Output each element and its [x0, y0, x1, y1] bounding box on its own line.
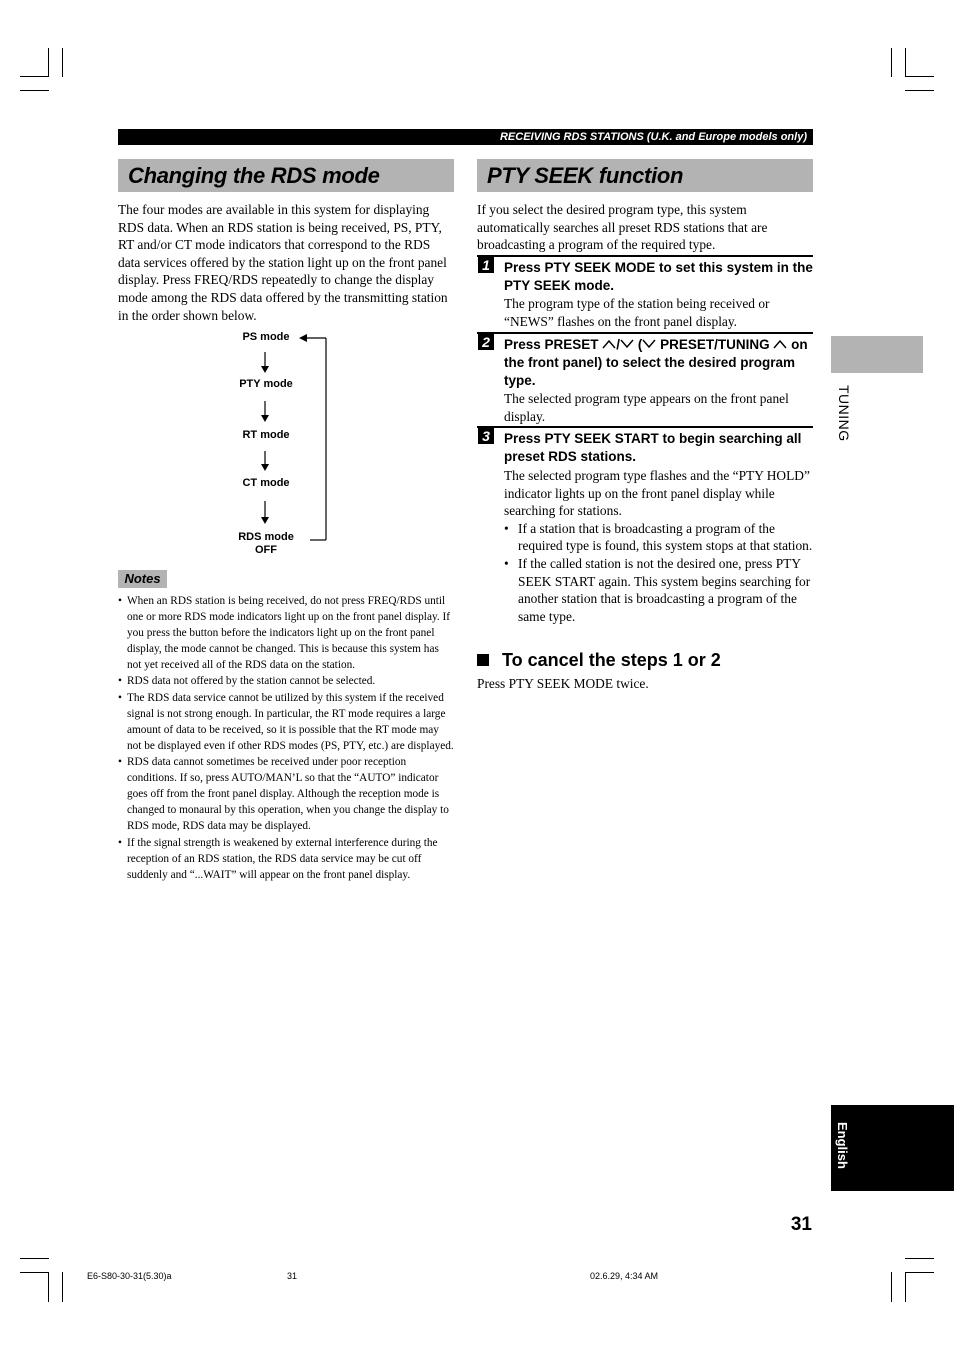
crop-mark	[20, 90, 49, 91]
cancel-text: Press PTY SEEK MODE twice.	[477, 676, 649, 691]
flow-step-rds: RDS mode	[238, 531, 294, 543]
cancel-heading-text: To cancel the steps 1 or 2	[502, 650, 721, 670]
crop-mark	[905, 1272, 934, 1273]
crop-mark	[891, 1272, 892, 1302]
step-divider	[477, 426, 813, 428]
footer-page: 31	[287, 1271, 298, 1281]
crop-mark	[20, 1272, 49, 1273]
crop-mark	[891, 48, 892, 77]
bullet-item: • If the called station is not the desired one, press PTY SEEK START again. This system begins searching for another station that is broadcasting a program of the same type.	[504, 555, 814, 625]
language-label: English	[835, 1122, 850, 1169]
cancel-heading	[477, 649, 813, 671]
note-item: • If the signal strength is weakened by external interference during the reception of an RDS station, the RDS data service may be cut off suddenly and “...WAIT” will appear on the front panel display.	[118, 835, 455, 883]
crop-mark	[62, 1272, 63, 1302]
step-divider	[477, 255, 813, 257]
square-bullet-icon	[477, 654, 489, 666]
section-title-rds-mode: Changing the RDS mode	[118, 159, 454, 192]
crop-mark	[20, 76, 49, 77]
up-chevron-icon	[602, 339, 616, 349]
crop-mark	[905, 90, 934, 91]
crop-mark	[48, 48, 49, 77]
crop-mark	[20, 1258, 49, 1259]
step-2-title-part: Press PRESET	[504, 337, 603, 352]
footer-file: E6-S80-30-31(5.30)a	[87, 1271, 172, 1281]
bullet-item: • If a station that is broadcasting a program of the required type is found, this system stops at that station.	[504, 520, 814, 555]
step-1-desc: The program type of the station being received or “NEWS” flashes on the front panel display.	[504, 296, 770, 329]
up-chevron-icon	[773, 339, 787, 349]
flow-step-ct: CT mode	[242, 477, 290, 489]
note-item: • RDS data cannot sometimes be received under poor reception conditions. If so, press AUTO/MAN’L so that the “AUTO” indicator goes off from the front panel display. Although the reception mode is changed to monaural by this operation, when you change the display to RDS mode, RDS data may be displayed.	[118, 754, 455, 834]
rds-mode-flow-diagram	[210, 325, 340, 560]
step-3-title: Press PTY SEEK START to begin searching all preset RDS stations.	[504, 431, 802, 464]
step-2-desc: The selected program type appears on the front panel display.	[504, 391, 789, 424]
step-number-1: 1	[478, 257, 494, 273]
flow-step-off: OFF	[255, 544, 277, 556]
section-title-pty-seek: PTY SEEK function	[477, 159, 813, 192]
flow-step-rt: RT mode	[242, 429, 290, 441]
crop-mark	[905, 1258, 934, 1259]
step-2-title-part: (	[634, 337, 643, 352]
crop-mark	[905, 1272, 906, 1302]
crop-mark	[905, 76, 934, 77]
note-item: • RDS data not offered by the station cannot be selected.	[118, 673, 455, 689]
step-number-3: 3	[478, 428, 494, 444]
note-item: • When an RDS station is being received, do not press FREQ/RDS until one or more RDS mode indicators light up on the front panel display. If you press the button before the indicators light up on the front panel display, the mode cannot be changed. This is because this system has not yet received all of the RDS data on the station.	[118, 593, 455, 673]
running-header: RECEIVING RDS STATIONS (U.K. and Europe models only)	[118, 129, 813, 145]
notes-list	[118, 593, 455, 883]
crop-mark	[905, 48, 906, 77]
crop-mark	[48, 1272, 49, 1302]
flow-arrows	[210, 325, 340, 560]
down-chevron-icon	[642, 339, 656, 349]
step-2-title-part: PRESET/TUNING	[656, 337, 774, 352]
step-divider	[477, 332, 813, 334]
step-1-title: Press PTY SEEK MODE to set this system in the PTY SEEK mode.	[504, 260, 813, 293]
pty-intro-paragraph: If you select the desired program type, this system automatically searches all preset RDS stations that are broadcasting a program of the required type.	[477, 202, 768, 253]
down-chevron-icon	[620, 339, 634, 349]
step-number-2: 2	[478, 334, 494, 350]
side-tab-gray	[831, 336, 923, 373]
footer-timestamp: 02.6.29, 4:34 AM	[590, 1271, 659, 1281]
step-3-bullets	[504, 520, 814, 626]
step-2-title-part: on the front panel) to select the desired program type.	[504, 337, 808, 388]
rds-intro-paragraph: The four modes are available in this system for displaying RDS data. When an RDS station is being received, PS, PTY, RT and/or CT mode indicators that correspond to the RDS data services offered by the station light up on the front panel display. Press FREQ/RDS repeatedly to change the display mode among the RDS data offered by the transmitting station in the order shown below.	[118, 202, 448, 323]
flow-step-ps: PS mode	[242, 331, 290, 343]
crop-mark	[62, 48, 63, 77]
note-item: • The RDS data service cannot be utilized by this system if the received signal is not strong enough. In particular, the RT mode requires a large amount of data to be received, so it is possible that the RT mode may not be displayed even if other RDS modes (PS, PTY, etc.) are displayed.	[118, 690, 455, 754]
page-number: 31	[790, 1214, 812, 1235]
step-3-desc-text: The selected program type flashes and the “PTY HOLD” indicator lights up on the front panel display while searching for stations.	[504, 468, 810, 519]
notes-label: Notes	[118, 570, 167, 588]
flow-step-pty: PTY mode	[239, 378, 293, 390]
tuning-tab-label: TUNING	[836, 385, 852, 442]
step-2-title: Press PRESET / ( PRESET/TUNING on the front panel) to select the desired program type.	[504, 337, 808, 388]
step-3-desc	[504, 467, 814, 625]
